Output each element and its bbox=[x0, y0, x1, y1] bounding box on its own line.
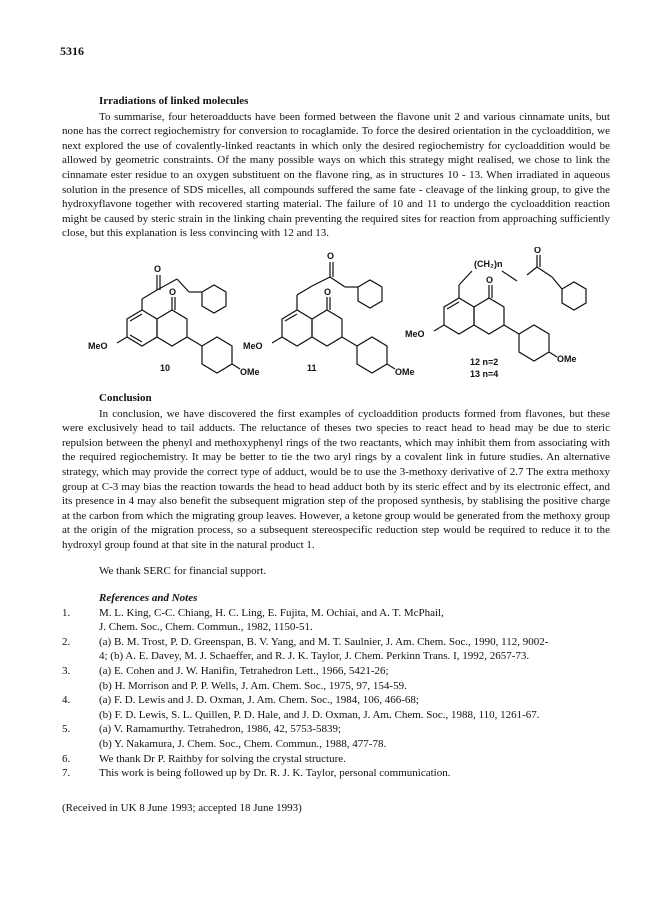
structure-10 bbox=[117, 275, 240, 373]
reference-line: (b) F. D. Lewis, S. L. Quillen, P. D. Hale, and J. D. Oxman, J. Am. Chem. Soc., 1988, 110, 1261-67. bbox=[99, 708, 540, 721]
page-content bbox=[62, 94, 610, 815]
reference-item bbox=[62, 606, 610, 635]
section-heading-conclusion: Conclusion bbox=[99, 391, 152, 404]
reference-line: This work is being followed up by Dr. R. J. K. Taylor, personal communication. bbox=[99, 767, 451, 780]
oxygen-label: O bbox=[154, 263, 162, 274]
reference-line: (a) B. M. Trost, P. D. Greenspan, B. V. Yang, and M. T. Saulnier, J. Am. Chem. Soc., 1990, 112, 9002- bbox=[99, 635, 549, 648]
reference-number: 2. bbox=[62, 635, 71, 648]
oxygen-label: O bbox=[169, 286, 177, 297]
oxygen-label: O bbox=[534, 246, 542, 255]
reference-item bbox=[62, 664, 610, 693]
references-section bbox=[62, 591, 610, 781]
chemical-structures-diagram bbox=[62, 247, 610, 387]
methoxy-label: OMe bbox=[395, 366, 415, 377]
reference-number: 4. bbox=[62, 694, 71, 707]
structures-figure bbox=[62, 247, 610, 387]
reference-line: (a) V. Ramamurthy. Tetrahedron, 1986, 42, 5753-5839; bbox=[99, 723, 342, 736]
reference-number: 3. bbox=[62, 665, 71, 678]
reference-line: (a) E. Cohen and J. W. Hanifin, Tetrahedron Lett., 1966, 5421-26; bbox=[99, 665, 389, 678]
reference-number: 7. bbox=[62, 767, 71, 780]
chain-label: (CH₂)n bbox=[474, 258, 503, 269]
references-title: References and Notes bbox=[99, 592, 198, 605]
reference-line: J. Chem. Soc., Chem. Commun., 1982, 1150-51. bbox=[99, 621, 313, 634]
reference-line: M. L. King, C-C. Chiang, H. C. Ling, E. Fujita, M. Ochiai, and A. T. McPhail, bbox=[99, 606, 444, 619]
reference-number: 6. bbox=[62, 752, 71, 765]
acknowledgement: We thank SERC for financial support. bbox=[99, 565, 267, 578]
section-heading-irradiations: Irradiations of linked molecules bbox=[99, 95, 249, 107]
reference-number: 1. bbox=[62, 606, 71, 619]
oxygen-label: O bbox=[324, 286, 332, 297]
compound-label-12: 12 n=2 bbox=[470, 356, 499, 367]
reference-item bbox=[62, 635, 610, 664]
reference-line: (b) Y. Nakamura, J. Chem. Soc., Chem. Commun., 1988, 477-78. bbox=[99, 738, 387, 750]
structure-12-13 bbox=[434, 255, 586, 361]
reference-item bbox=[62, 766, 610, 781]
reference-line: (a) F. D. Lewis and J. D. Oxman, J. Am. Chem. Soc., 1984, 106, 466-68; bbox=[99, 694, 419, 707]
compound-label-10: 10 bbox=[160, 362, 171, 373]
reference-line: We thank Dr P. Raithby for solving the crystal structure. bbox=[99, 752, 346, 765]
oxygen-label: O bbox=[327, 250, 335, 261]
methoxy-label: MeO bbox=[405, 328, 425, 339]
compound-label-13: 13 n=4 bbox=[470, 368, 499, 379]
reference-item bbox=[62, 693, 610, 722]
compound-label-11: 11 bbox=[307, 362, 317, 373]
reference-line: (b) H. Morrison and P. P. Wells, J. Am. Chem. Soc., 1975, 97, 154-59. bbox=[99, 679, 407, 692]
reference-line: 4; (b) A. E. Davey, M. J. Schaeffer, and R. J. K. Taylor, J. Chem. Perkinn Trans. I, 1992, 2657-73. bbox=[99, 650, 530, 663]
oxygen-label: O bbox=[486, 274, 494, 285]
paragraph-conclusion: In conclusion, we have discovered the first examples of cycloaddition products formed from flavones, but these were exclusively head to tail adducts. The reluctance of theses two species to react head to head may be due to steric repulsion between the phenyl and methoxyphenyl rings of the two reactants, which may inhibit them from associating with the required regiochemistry. It may be better to tie the two aryl rings by a covalent link in future studies. An alternative strategy, which may provide the correct type of adduct, would be to use the 3-methoxy derivative of 2.7 The extra methoxy group at C-3 may bias the reaction towards the head to head adduct both by its steric effect and by its electronic effect, and its presence in 4 may also benefit the subsequent migration step of the proposed synthesis, by stablising the positive charge at the carbon from which the migrating group leaves. However, a ketone group would be generated from the methoxy group at the origin of the migration process, so a subsequent stereospecific reduction step would be required to reduce it to the hydroxyl group found at that site in the natural product 1. bbox=[62, 407, 610, 551]
page-number: 5316 bbox=[60, 44, 84, 58]
methoxy-label: OMe bbox=[240, 366, 260, 377]
methoxy-label: MeO bbox=[243, 340, 263, 351]
reference-item bbox=[62, 722, 610, 751]
methoxy-label: MeO bbox=[88, 340, 108, 351]
methoxy-label: OMe bbox=[557, 353, 577, 364]
paragraph-irradiations: To summarise, four heteroadducts have been formed between the flavone unit 2 and various cinnamate units, but none has the correct regiochemistry for conversion to rocaglamide. To force the desired orientation in the cycloaddition, we next explored the use of covalently-linked reactants in which only the desired regiochemistry for cycloaddition would be allowed by geometric constraints. Of the many possible ways on which this strategy might realised, we chose to link the cinnamate ester residue to an oxygen substituent on the flavone ring, as in structures 10 - 13. When irradiated in aqueous solution in the presence of SDS micelles, all compounds suffered the same fate - cleavage of the linking group, to give the hydroxyflavone together with recovered starting material. The failure of 10 and 11 to undergo the cycloaddition reaction might be caused by steric strain in the linking chain preventing the required sites for reaction from approaching sufficiently close, but this explanation is less convincing with 12 and 13. bbox=[62, 110, 610, 240]
structure-11 bbox=[272, 262, 395, 373]
reference-number: 5. bbox=[62, 723, 71, 736]
received-date: (Received in UK 8 June 1993; accepted 18 June 1993) bbox=[62, 801, 302, 814]
reference-item bbox=[62, 752, 610, 767]
